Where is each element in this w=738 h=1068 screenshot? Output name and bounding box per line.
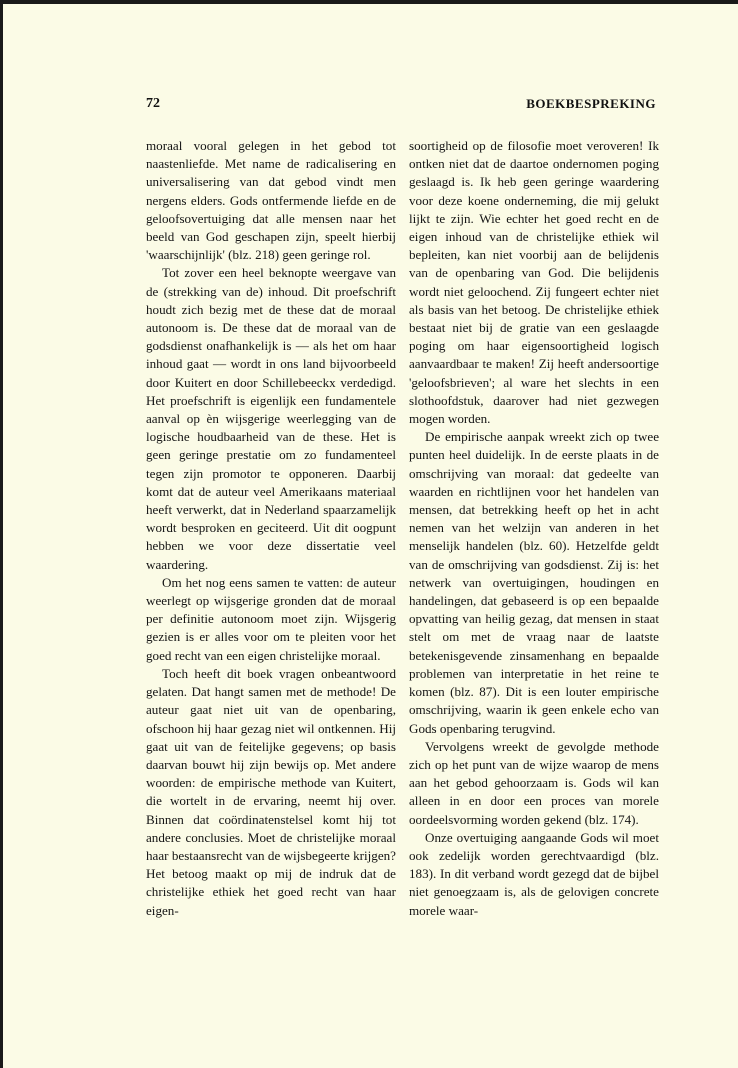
paragraph: Tot zover een heel beknopte weergave van de (strekking van de) inhoud. Dit proefschrift houdt zich bezig met de these dat de moraal autonoom is. De these dat de moraal van de godsdienst onafhankelijk is — als het om haar inhoud gaat — wordt in ons land bijvoorbeeld door Kuitert en door Schillebeeckx verdedigd. Het proefschrift is eigenlijk een fundamentele aanval op èn wijsgerige weerlegging van de logische houdbaarheid van de these. Het is geen geringe prestatie om zo fundamenteel tegen zijn promotor te opponeren. Daarbij komt dat de auteur veel Amerikaans materiaal heeft verwerkt, dat in Nederland spaarzamelijk wordt besproken en geciteerd. Uit dit oogpunt hebben we voor deze dissertatie veel waardering. <box>146 265 396 572</box>
paragraph: Om het nog eens samen te vatten: de auteur weerlegt op wijsgerige gronden dat de moraal per definitie autonoom moet zijn. Wijsgerig gezien is er alles voor om te pleiten voor het goed recht van een eigen christelijke moraal. <box>146 574 396 663</box>
paragraph: Toch heeft dit boek vragen onbeantwoord gelaten. Dat hangt samen met de methode! De auteur gaat niet uit van de openbaring, ofschoon hij haar gezag niet wil ontkennen. Hij gaat uit van de feitelijke gegevens; op basis daarvan bouwt hij zijn bewijs op. Met andere woorden: de empirische methode van Kuitert, die wortelt in de ervaring, neemt hij over. Binnen dat coördinatenstelsel komt hij tot andere conclusies. Moet de christelijke moraal haar bestaansrecht van de wijsbegeerte krijgen? Het betoog maakt op mij de indruk dat de christelijke ethiek het goed recht van haar eigen- <box>146 665 396 918</box>
right-column <box>409 137 659 920</box>
page-number: 72 <box>146 96 160 111</box>
paragraph: moraal vooral gelegen in het gebod tot naastenliefde. Met name de radicalisering en universalisering van dat gebod vindt men nergens elders. Gods ontfermende liefde en de geloofsovertuiging dat alle mensen naar het beeld van God geschapen zijn, speelt hierbij 'waarschijnlijk' (blz. 218) geen geringe rol. <box>146 138 396 263</box>
left-column <box>146 137 396 920</box>
paragraph: soortigheid op de filosofie moet veroveren! Ik ontken niet dat de daartoe ondernomen poging geslaagd is. Ik heb geen geringe waardering voor deze koene onderneming, die mij gelukt lijkt te zijn. Wie echter het goed recht en de eigen inhoud van de christelijke ethiek wil bepleiten, kan niet voorbij aan de belijdenis van de openbaring van God. Die belijdenis wordt niet geloochend. Zij fungeert echter niet als basis van het betoog. De christelijke ethiek bestaat niet bij de gratie van een geslaagde poging om haar eigensoortigheid logisch aanvaardbaar te maken! Zij heeft andersoortige 'geloofsbrieven'; al ware het slechts in een slothoofdstuk, daarover had niet gezwegen mogen worden. <box>409 138 659 427</box>
paragraph: De empirische aanpak wreekt zich op twee punten heel duidelijk. In de eerste plaats in de omschrijving van moraal: dat gedeelte van waarden en richtlijnen voor het handelen van mensen, dat betrekking heeft op het in acht nemen van het welzijn van anderen in het menselijk handelen (blz. 60). Hetzelfde geldt van de omschrijving van godsdienst. Zij is: het netwerk van overtuigingen, houdingen en handelingen, dat gebaseerd is op een bepaalde opvatting van heilig gezag, dat mensen in staat stelt om met de vraag naar de laatste betekenisgevende zinsamenhang en bepaalde problemen van interpretatie in het reine te komen (blz. 87). Dit is een louter empirische omschrijving, waarin ik geen enkele echo van Gods openbaring terugvind. <box>409 429 659 736</box>
running-title: BOEKBESPREKING <box>526 96 656 111</box>
paragraph: Vervolgens wreekt de gevolgde methode zich op het punt van de wijze waarop de mens aan het gebod gehoorzaam is. Gods wil kan alleen in en door een proces van morele oordeelsvorming worden gekend (blz. 174). <box>409 738 659 827</box>
paragraph: Onze overtuiging aangaande Gods wil moet ook zedelijk worden gerechtvaardigd (blz. 183). In dit verband wordt gezegd dat de bijbel niet genoegzaam is, als de gelovigen concrete morele waar- <box>409 829 659 918</box>
